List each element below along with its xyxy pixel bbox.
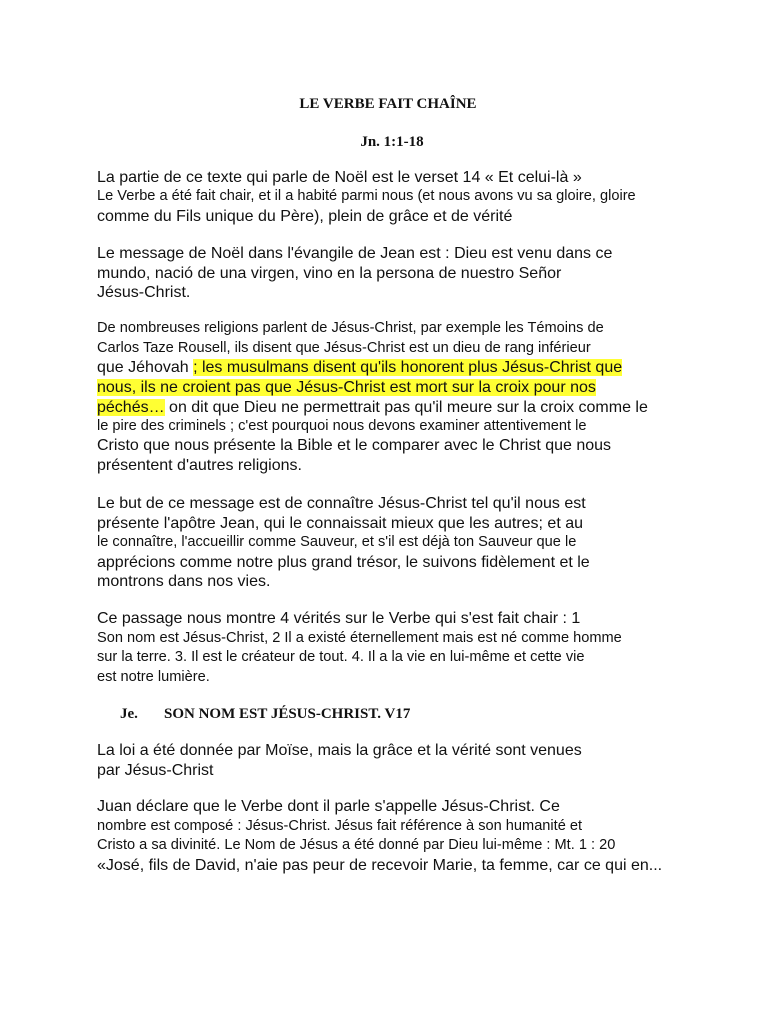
paragraph-christmas-message (97, 244, 737, 303)
paragraph-line: nombre est composé : Jésus-Christ. Jésus fait référence à son humanité et (97, 817, 583, 834)
paragraph-four-truths (97, 609, 737, 687)
paragraph-line: La loi a été donnée par Moïse, mais la grâce et la vérité sont venues (97, 742, 582, 759)
paragraph-line: est notre lumière. (97, 668, 210, 685)
paragraph-line: par Jésus-Christ (97, 761, 214, 779)
paragraph-line: mundo, nació de una virgen, vino en la persona de nuestro Señor (97, 264, 562, 282)
paragraph-line: présentent d'autres religions. (97, 456, 302, 474)
paragraph-purpose (97, 494, 737, 592)
paragraph-line (97, 358, 737, 378)
paragraph-line: présente l'apôtre Jean, qui le connaissait mieux que les autres; et au (97, 514, 584, 532)
paragraph-religions (97, 319, 737, 475)
paragraph-line: comme du Fils unique du Père), plein de grâce et de vérité (97, 208, 513, 225)
highlighted-text: péchés… (97, 398, 165, 416)
paragraph-line: Le but de ce message est de connaître Jésus-Christ tel qu'il nous est (97, 495, 586, 512)
paragraph-line: La partie de ce texte qui parle de Noël est le verset 14 « Et celui-là » (97, 169, 582, 186)
section-title: SON NOM EST JÉSUS-CHRIST. V17 (164, 706, 411, 722)
paragraph-line: «José, fils de David, n'aie pas peur de recevoir Marie, ta femme, car ce qui en... (97, 856, 663, 874)
section-number: Je. (120, 706, 138, 722)
paragraph-law-grace (97, 741, 737, 780)
highlighted-text: ; les musulmans disent qu'ils honorent plus Jésus-Christ que (193, 358, 623, 376)
paragraph-line: le pire des criminels ; c'est pourquoi nous devons examiner attentivement le (97, 417, 587, 434)
paragraph-line: Ce passage nous montre 4 vérités sur le Verbe qui s'est fait chair : 1 (97, 610, 581, 627)
paragraph-line: De nombreuses religions parlent de Jésus-Christ, par exemple les Témoins de (97, 320, 604, 336)
scripture-reference: Jn. 1:1-18 (360, 134, 424, 150)
paragraph-line: Le message de Noël dans l'évangile de Jean est : Dieu est venu dans ce (97, 245, 613, 262)
paragraph-line: sur la terre. 3. Il est le créateur de tout. 4. Il a la vie en lui-même et cette vie (97, 649, 585, 665)
highlighted-text: nous, ils ne croient pas que Jésus-Christ est mort sur la croix pour nos (97, 378, 596, 396)
paragraph-line: apprécions comme notre plus grand trésor, le suivons fidèlement et le (97, 553, 590, 571)
paragraph-line: montrons dans nos vies. (97, 573, 271, 590)
paragraph-line: Son nom est Jésus-Christ, 2 Il a existé éternellement mais est né comme homme (97, 629, 622, 646)
paragraph-line: Cristo a sa divinité. Le Nom de Jésus a été donné par Dieu lui-même : Mt. 1 : 20 (97, 837, 616, 853)
paragraph-intro (97, 168, 737, 229)
text-run: que Jéhovah (97, 358, 194, 376)
paragraph-line: Jésus-Christ. (97, 284, 191, 301)
paragraph-line: Carlos Taze Rousell, ils disent que Jésus-Christ est un dieu de rang inférieur (97, 339, 591, 356)
section-heading (120, 706, 410, 723)
paragraph-line: Le Verbe a été fait chair, et il a habité parmi nous (et nous avons vu sa gloire, gloire (97, 188, 636, 204)
paragraph-line: le connaître, l'accueillir comme Sauveur, et s'il est déjà ton Sauveur que le (97, 534, 577, 550)
text-run: on dit que Dieu ne permettrait pas qu'il meure sur la croix comme le (164, 398, 648, 416)
paragraph-name-jesus (97, 797, 737, 875)
document-title: LE VERBE FAIT CHAÎNE (299, 96, 477, 112)
paragraph-line (97, 378, 737, 398)
paragraph-line: Cristo que nous présente la Bible et le comparer avec le Christ que nous (97, 436, 612, 454)
paragraph-line (97, 398, 737, 417)
paragraph-line: Juan déclare que le Verbe dont il parle s'appelle Jésus-Christ. Ce (97, 798, 560, 815)
